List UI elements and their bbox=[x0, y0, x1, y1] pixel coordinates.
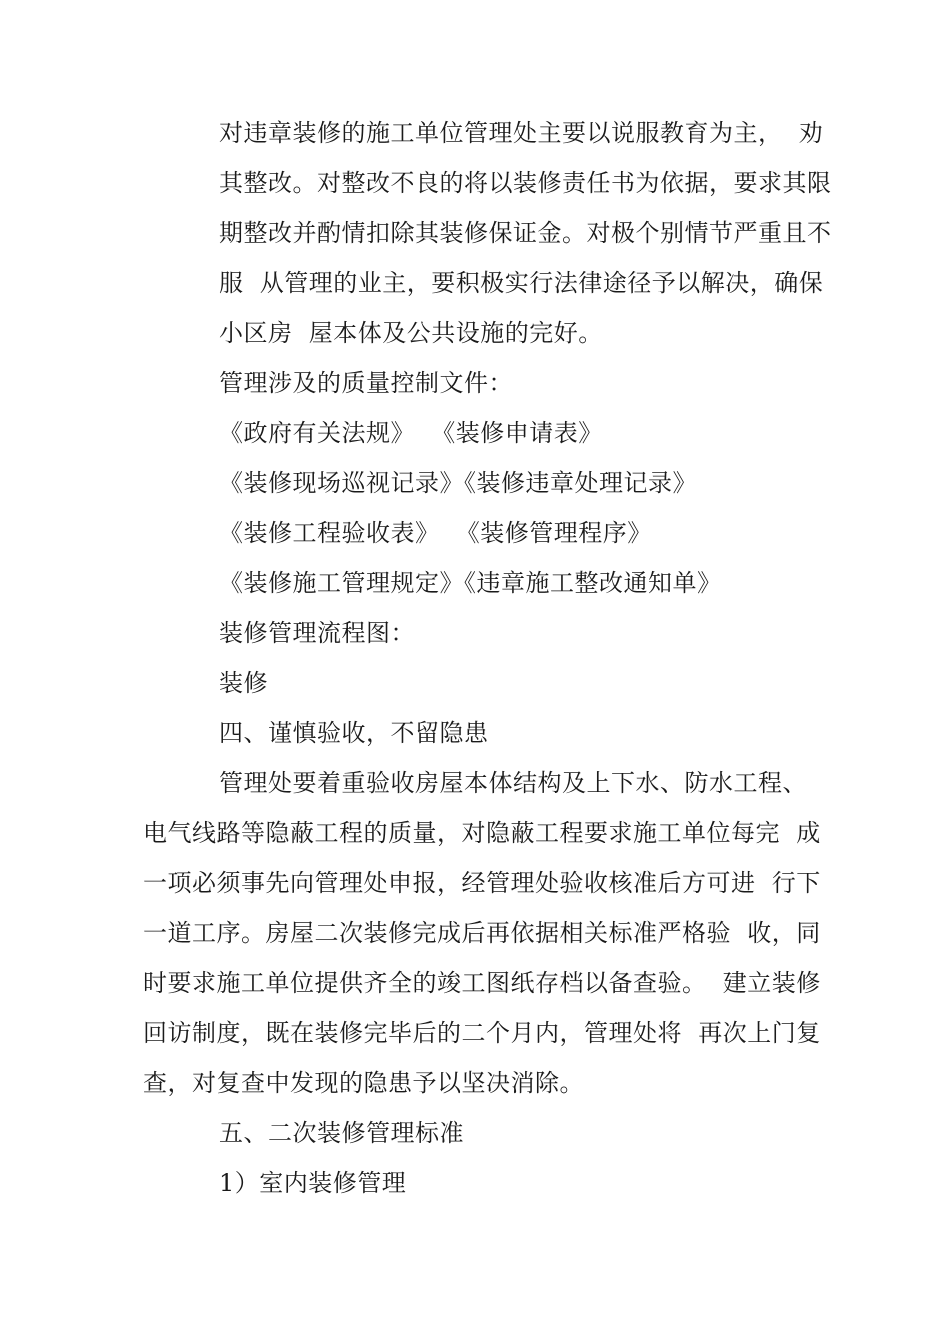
document-list-item: 《装修施工管理规定》《违章施工整改通知单》 bbox=[219, 569, 722, 597]
paragraph-line: 一项必须事先向管理处申报，经管理处验收核准后方可进 行下 bbox=[143, 869, 821, 897]
paragraph-line: 期整改并酌情扣除其装修保证金。对极个别情节严重且不 bbox=[219, 219, 832, 247]
paragraph-line: 服 从管理的业主，要积极实行法律途径予以解决，确保 bbox=[219, 269, 824, 297]
paragraph-line: 时要求施工单位提供齐全的竣工图纸存档以备查验。 建立装修 bbox=[143, 969, 821, 997]
paragraph-line: 一道工序。房屋二次装修完成后再依据相关标准严格验 收，同 bbox=[143, 919, 821, 947]
quality-docs-heading: 管理涉及的质量控制文件： bbox=[219, 369, 513, 397]
section-heading-4: 四、谨慎验收，不留隐患 bbox=[219, 719, 489, 747]
paragraph-line: 管理处要着重验收房屋本体结构及上下水、防水工程、 bbox=[219, 769, 807, 797]
paragraph-line: 其整改。对整改不良的将以装修责任书为依据，要求其限 bbox=[219, 169, 832, 197]
paragraph-line: 查，对复查中发现的隐患予以坚决消除。 bbox=[143, 1069, 584, 1097]
subsection-heading: 1）室内装修管理 bbox=[219, 1169, 407, 1197]
paragraph-line: 电气线路等隐蔽工程的质量，对隐蔽工程要求施工单位每完 成 bbox=[143, 819, 821, 847]
document-list-item: 《装修工程验收表》 《装修管理程序》 bbox=[219, 519, 652, 547]
paragraph-line: 回访制度，既在装修完毕后的二个月内，管理处将 再次上门复 bbox=[143, 1019, 821, 1047]
document-list-item: 《装修现场巡视记录》《装修违章处理记录》 bbox=[219, 469, 697, 497]
section-heading-5: 五、二次装修管理标准 bbox=[219, 1119, 464, 1147]
flowchart-label: 装修 bbox=[219, 669, 268, 697]
paragraph-line: 小区房 屋本体及公共设施的完好。 bbox=[219, 319, 603, 347]
paragraph-line: 对违章装修的施工单位管理处主要以说服教育为主， 劝 bbox=[219, 119, 824, 147]
document-list-item: 《政府有关法规》 《装修申请表》 bbox=[219, 419, 603, 447]
flowchart-heading: 装修管理流程图： bbox=[219, 619, 415, 647]
